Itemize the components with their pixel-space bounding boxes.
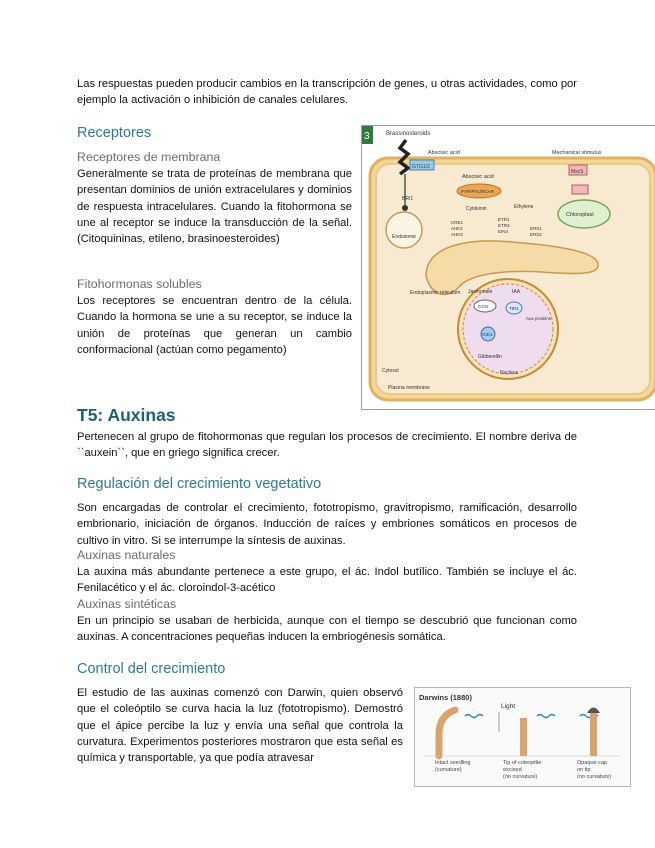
cap3-line2: on tip bbox=[577, 767, 591, 773]
darwin-title: Darwins (1880) bbox=[419, 693, 472, 702]
label-ein4: EIN4 bbox=[498, 229, 509, 234]
label-endosome: Endosome bbox=[392, 234, 416, 240]
label-aux-proteins: Aux proteins bbox=[526, 316, 552, 321]
control-heading: Control del crecimiento bbox=[77, 661, 226, 677]
regulacion-heading: Regulación del crecimiento vegetativo bbox=[77, 476, 322, 492]
label-ethylene: Ethylene bbox=[514, 204, 534, 210]
regulacion-paragraph: Son encargadas de controlar el crecimiento, fototropismo, gravitropismo, ramificación, desarrollo embrionario, iniciación de órganos. Inducción de raíces y embriones somáticos en procesos de cultivo in vitro. Si se interrumpe la síntesis de auxinas. bbox=[77, 502, 577, 547]
label-er: Endoplasmic reticulum bbox=[410, 290, 461, 296]
label-etr2: ETR2 bbox=[498, 223, 510, 228]
seedling-excised bbox=[520, 718, 527, 756]
solubles-paragraph: Los receptores se encuentran dentro de la célula. Cuando la hormona se une a su receptor, se induce la unión de proteínas que generan un cambio conformacional (actúan como pegamento) bbox=[77, 295, 352, 356]
cell-receptors-figure bbox=[361, 125, 655, 410]
naturales-subheading: Auxinas naturales bbox=[77, 548, 176, 562]
label-gid1: GID1 bbox=[482, 332, 493, 337]
naturales-paragraph: La auxina más abundante pertenece a este grupo, el ác. Indol butílico. También se incluye el ác. Fenilacético y el ác. cloroindol-3-acético bbox=[77, 566, 577, 595]
cap2-line1: Tip of coleoptile bbox=[503, 760, 542, 766]
darwin-light-label: Light bbox=[501, 703, 516, 710]
label-cre1: CRE1 bbox=[451, 220, 464, 225]
sinteticas-paragraph: En un principio se usaban de herbicida, aunque con el tiempo se descubrió que funcionan como auxinas. A concentraciones pequeñas inducen la embriogénesis somática. bbox=[77, 615, 577, 644]
label-mscs: MscS bbox=[571, 169, 584, 175]
receptores-heading: Receptores bbox=[77, 125, 152, 141]
intro-paragraph: Las respuestas pueden producir cambios en la transcripción de genes, u otras actividades, como por ejemplo la activación o inhibición de canales celulares. bbox=[77, 78, 577, 107]
label-iaa: IAA bbox=[512, 289, 521, 295]
label-mechanical: Mechanical stimulus bbox=[552, 150, 602, 156]
label-gtg12: GTG1/2 bbox=[412, 164, 430, 170]
label-gibberellin: Gibberellin bbox=[478, 354, 502, 360]
label-abscisic-inner: Abscisic acid bbox=[462, 174, 494, 180]
cap3-line3: (no curvature) bbox=[577, 774, 612, 780]
label-tir1: TIR1 bbox=[509, 306, 519, 311]
panel-number: 3 bbox=[364, 131, 370, 142]
label-ahk3: AHK3 bbox=[451, 232, 463, 237]
seedling-capped bbox=[590, 712, 597, 756]
label-nucleus: Nucleus bbox=[500, 370, 519, 376]
cap1-line2: (curvature) bbox=[435, 767, 462, 773]
cap2-line2: excised bbox=[503, 767, 522, 773]
control-paragraph: El estudio de las auxinas comenzó con Darwin, quien observó que el coleóptilo se curva hacia la luz (fototropismo). Demostró que el ápice percibe la luz y envía una señal que controla la curvatura. Experimentos posteriores mostraron que esta señal es química y transportable, ya que podía atravesar bbox=[77, 687, 403, 765]
cap1-line1: Intact seedling bbox=[435, 760, 471, 766]
label-ers2: ERS2 bbox=[530, 232, 542, 237]
label-abscisic-top: Abscisic acid bbox=[428, 150, 460, 156]
label-plasma-membrane: Plasma membrane bbox=[388, 385, 430, 391]
label-jasmonate: Jasmonate bbox=[468, 289, 493, 295]
membrana-paragraph: Generalmente se trata de proteínas de membrana que presentan dominios de unión extracelulares y dominios de respuesta intracelulares. Cuando la fitohormona se une al receptor se induce la transducción de la señal. (Citoquininas, etileno, brasinoesteroides) bbox=[77, 168, 352, 246]
mscs-channel-chloroplast bbox=[572, 185, 588, 194]
endosome bbox=[386, 212, 422, 248]
cap3-line1: Opaque cap bbox=[577, 760, 607, 766]
solubles-subheading: Fitohormonas solubles bbox=[77, 277, 202, 291]
label-bri1: BRI1 bbox=[402, 196, 414, 202]
label-chloroplast: Chloroplast bbox=[566, 212, 594, 218]
label-ahk2: AHK2 bbox=[451, 226, 463, 231]
sinteticas-subheading: Auxinas sintéticas bbox=[77, 597, 177, 611]
label-coi1: COI1 bbox=[478, 304, 489, 309]
label-cytokinin: Cytokinin bbox=[466, 206, 487, 212]
membrana-subheading: Receptores de membrana bbox=[77, 150, 221, 164]
label-brassinosteroids: Brassinosteroids bbox=[386, 131, 431, 137]
t5-paragraph: Pertenecen al grupo de fitohormonas que regulan los procesos de crecimiento. El nombre deriva de ``auxein``, que en griego significa crecer. bbox=[77, 431, 577, 460]
label-etr1: ETR1 bbox=[498, 217, 510, 222]
cap2-line3: (no curvature) bbox=[503, 774, 538, 780]
label-pyr-pyl-rcar: PYR/PYL/RCAR bbox=[461, 189, 495, 194]
t5-title: T5: Auxinas bbox=[77, 405, 176, 425]
darwin-figure bbox=[414, 687, 631, 787]
label-ers1: ERS1 bbox=[530, 226, 542, 231]
label-cytosol: Cytosol bbox=[382, 368, 399, 374]
